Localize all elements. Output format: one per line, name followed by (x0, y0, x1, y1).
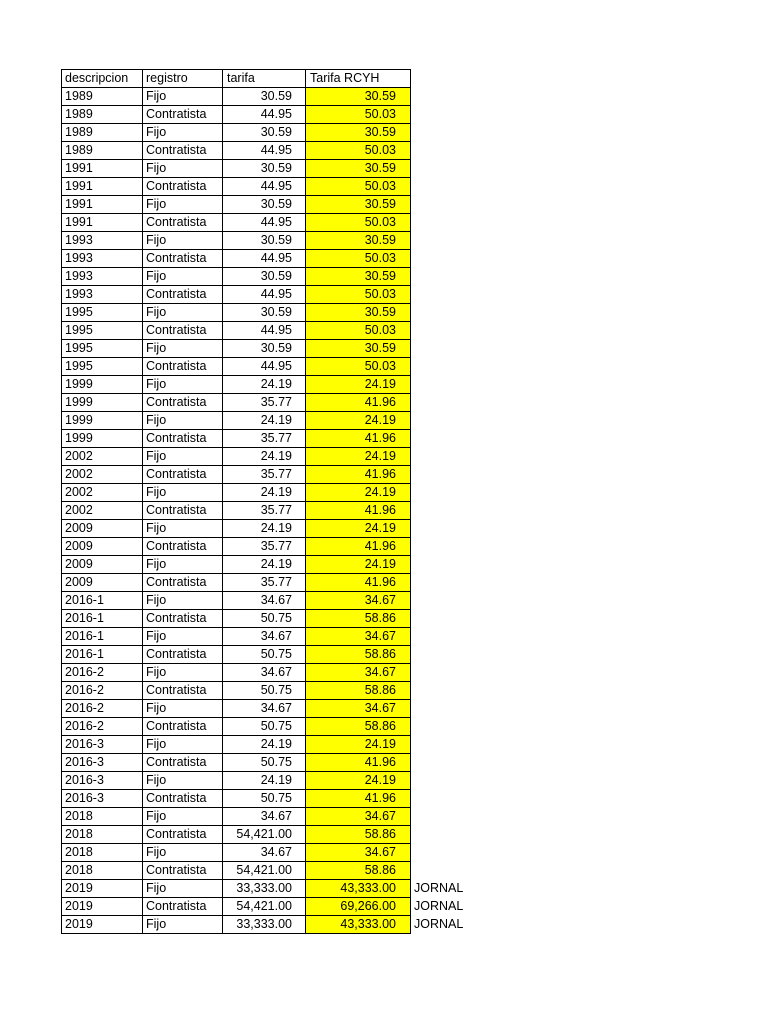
cell-registro[interactable]: Fijo (143, 700, 223, 718)
cell-registro[interactable]: Contratista (143, 178, 223, 196)
cell-descripcion[interactable]: 1995 (62, 358, 143, 376)
cell-note (411, 196, 471, 214)
cell-note (411, 502, 471, 520)
cell-note (411, 772, 471, 790)
cell-note (411, 394, 471, 412)
cell-note (411, 214, 471, 232)
cell-tarifa[interactable]: 54,421.00 (223, 826, 306, 844)
cell-descripcion[interactable]: 2019 (62, 898, 143, 916)
cell-note (411, 826, 471, 844)
cell-registro[interactable]: Fijo (143, 592, 223, 610)
cell-descripcion[interactable]: 1999 (62, 430, 143, 448)
cell-registro[interactable]: Contratista (143, 826, 223, 844)
cell-note (411, 322, 471, 340)
cell-note (411, 250, 471, 268)
cell-note (411, 790, 471, 808)
cell-note: JORNAL (414, 899, 464, 913)
cell-tarifa[interactable]: 44.95 (223, 106, 306, 124)
cell-registro[interactable]: Contratista (143, 322, 223, 340)
cell-tarifa-rcyh[interactable]: 41.96 (306, 502, 411, 520)
cell-tarifa-rcyh[interactable]: 34.67 (306, 664, 411, 682)
table-row (62, 664, 471, 682)
table-row (62, 556, 471, 574)
cell-descripcion[interactable]: 2018 (62, 826, 143, 844)
table-row (62, 898, 471, 916)
cell-note (411, 844, 471, 862)
cell-tarifa[interactable]: 44.95 (223, 250, 306, 268)
cell-note (411, 538, 471, 556)
cell-tarifa[interactable]: 24.19 (223, 376, 306, 394)
cell-note (411, 466, 471, 484)
cell-note (411, 286, 471, 304)
header-tarifa[interactable]: tarifa (223, 70, 306, 88)
cell-tarifa-rcyh[interactable]: 24.19 (306, 556, 411, 574)
cell-tarifa-rcyh[interactable]: 34.67 (306, 628, 411, 646)
cell-descripcion[interactable]: 1995 (62, 340, 143, 358)
cell-descripcion[interactable]: 2016-1 (62, 628, 143, 646)
cell-tarifa-rcyh[interactable]: 30.59 (306, 340, 411, 358)
cell-note (411, 430, 471, 448)
cell-descripcion[interactable]: 2016-1 (62, 610, 143, 628)
cell-tarifa[interactable]: 30.59 (223, 124, 306, 142)
cell-descripcion[interactable]: 1993 (62, 250, 143, 268)
table-row (62, 700, 471, 718)
cell-note (411, 808, 471, 826)
table-row (62, 286, 471, 304)
table-row (62, 250, 471, 268)
cell-tarifa[interactable]: 30.59 (223, 196, 306, 214)
table-row (62, 430, 471, 448)
cell-registro[interactable]: Fijo (143, 484, 223, 502)
cell-note (411, 412, 471, 430)
cell-registro[interactable]: Fijo (143, 196, 223, 214)
cell-descripcion[interactable]: 2016-2 (62, 664, 143, 682)
cell-note (411, 358, 471, 376)
table-row (62, 178, 471, 196)
cell-note (411, 592, 471, 610)
cell-registro[interactable]: Contratista (143, 502, 223, 520)
cell-tarifa[interactable]: 33,333.00 (223, 916, 306, 934)
table-row (62, 448, 471, 466)
cell-registro[interactable]: Fijo (143, 232, 223, 250)
cell-tarifa-rcyh[interactable]: 58.86 (306, 862, 411, 880)
header-row (62, 70, 471, 88)
cell-tarifa[interactable]: 34.67 (223, 844, 306, 862)
cell-note (411, 700, 471, 718)
cell-registro[interactable]: Contratista (143, 466, 223, 484)
header-descripcion[interactable]: descripcion (62, 70, 143, 88)
cell-note (411, 736, 471, 754)
cell-note (411, 484, 471, 502)
cell-tarifa-rcyh[interactable]: 30.59 (306, 88, 411, 106)
spreadsheet-table (61, 69, 471, 934)
cell-tarifa[interactable]: 44.95 (223, 214, 306, 232)
cell-registro[interactable]: Contratista (143, 430, 223, 448)
table-row (62, 268, 471, 286)
table-row (62, 682, 471, 700)
cell-tarifa-rcyh[interactable]: 24.19 (306, 484, 411, 502)
table-row (62, 484, 471, 502)
cell-descripcion[interactable]: 2016-3 (62, 754, 143, 772)
cell-descripcion[interactable]: 2018 (62, 808, 143, 826)
cell-tarifa-rcyh[interactable]: 30.59 (306, 304, 411, 322)
cell-tarifa-rcyh[interactable]: 30.59 (306, 232, 411, 250)
cell-tarifa[interactable]: 44.95 (223, 322, 306, 340)
table-row (62, 538, 471, 556)
table-row (62, 106, 471, 124)
table-row (62, 358, 471, 376)
table-row (62, 772, 471, 790)
table-row (62, 718, 471, 736)
table-row (62, 232, 471, 250)
cell-registro[interactable]: Fijo (143, 808, 223, 826)
cell-descripcion[interactable]: 1993 (62, 268, 143, 286)
table-row (62, 520, 471, 538)
header-registro[interactable]: registro (143, 70, 223, 88)
cell-tarifa-rcyh[interactable]: 24.19 (306, 376, 411, 394)
cell-registro[interactable]: Fijo (143, 448, 223, 466)
cell-descripcion[interactable]: 1989 (62, 106, 143, 124)
cell-tarifa[interactable]: 35.77 (223, 574, 306, 592)
table-row (62, 322, 471, 340)
cell-descripcion[interactable]: 1993 (62, 232, 143, 250)
cell-tarifa[interactable]: 44.95 (223, 178, 306, 196)
table-row (62, 736, 471, 754)
cell-tarifa[interactable]: 24.19 (223, 448, 306, 466)
cell-registro[interactable]: Fijo (143, 268, 223, 286)
cell-tarifa[interactable]: 30.59 (223, 88, 306, 106)
cell-note (411, 232, 471, 250)
cell-registro[interactable]: Fijo (143, 520, 223, 538)
cell-tarifa[interactable]: 34.67 (223, 664, 306, 682)
cell-note (411, 610, 471, 628)
cell-tarifa[interactable]: 35.77 (223, 394, 306, 412)
cell-tarifa[interactable]: 24.19 (223, 520, 306, 538)
cell-registro[interactable]: Fijo (143, 376, 223, 394)
cell-descripcion[interactable]: 1989 (62, 142, 143, 160)
cell-tarifa-rcyh[interactable]: 58.86 (306, 646, 411, 664)
cell-tarifa-rcyh[interactable]: 34.67 (306, 844, 411, 862)
table-row (62, 124, 471, 142)
cell-tarifa-rcyh[interactable]: 50.03 (306, 358, 411, 376)
table-row (62, 862, 471, 880)
cell-note (411, 718, 471, 736)
cell-note (411, 628, 471, 646)
cell-tarifa-rcyh[interactable]: 34.67 (306, 808, 411, 826)
cell-note (411, 448, 471, 466)
cell-registro[interactable]: Fijo (143, 304, 223, 322)
cell-registro[interactable]: Fijo (143, 736, 223, 754)
cell-note: JORNAL (414, 881, 464, 895)
cell-registro[interactable]: Contratista (143, 286, 223, 304)
cell-descripcion[interactable]: 2016-3 (62, 736, 143, 754)
cell-tarifa[interactable]: 30.59 (223, 160, 306, 178)
cell-registro[interactable]: Contratista (143, 754, 223, 772)
cell-registro[interactable]: Fijo (143, 160, 223, 178)
table-row (62, 826, 471, 844)
cell-registro[interactable]: Fijo (143, 880, 223, 898)
cell-tarifa-rcyh[interactable]: 50.03 (306, 142, 411, 160)
cell-descripcion[interactable]: 2009 (62, 574, 143, 592)
cell-tarifa[interactable]: 54,421.00 (223, 898, 306, 916)
table-row (62, 214, 471, 232)
cell-note (411, 556, 471, 574)
cell-tarifa-rcyh[interactable]: 24.19 (306, 736, 411, 754)
cell-tarifa-rcyh[interactable]: 30.59 (306, 160, 411, 178)
cell-registro[interactable]: Contratista (143, 718, 223, 736)
cell-note (411, 304, 471, 322)
cell-registro[interactable]: Contratista (143, 574, 223, 592)
cell-note (411, 682, 471, 700)
table-row (62, 754, 471, 772)
cell-note (411, 142, 471, 160)
cell-tarifa-rcyh[interactable]: 50.03 (306, 178, 411, 196)
cell-descripcion[interactable]: 2002 (62, 502, 143, 520)
table-row (62, 628, 471, 646)
cell-tarifa-rcyh[interactable]: 69,266.00 (306, 898, 411, 916)
table-row (62, 790, 471, 808)
cell-tarifa-rcyh[interactable]: 41.96 (306, 754, 411, 772)
table-row (62, 574, 471, 592)
cell-tarifa[interactable]: 34.67 (223, 628, 306, 646)
cell-note (411, 106, 471, 124)
cell-tarifa-rcyh[interactable]: 24.19 (306, 448, 411, 466)
cell-registro[interactable]: Fijo (143, 88, 223, 106)
cell-registro[interactable]: Contratista (143, 682, 223, 700)
cell-note: JORNAL (414, 917, 464, 931)
cell-descripcion[interactable]: 1991 (62, 196, 143, 214)
cell-descripcion[interactable]: 1989 (62, 124, 143, 142)
cell-tarifa[interactable]: 35.77 (223, 466, 306, 484)
cell-tarifa-rcyh[interactable]: 41.96 (306, 430, 411, 448)
cell-registro[interactable]: Contratista (143, 142, 223, 160)
table-row (62, 376, 471, 394)
cell-note (411, 340, 471, 358)
cell-tarifa[interactable]: 24.19 (223, 736, 306, 754)
cell-descripcion[interactable]: 2009 (62, 538, 143, 556)
cell-descripcion[interactable]: 1991 (62, 160, 143, 178)
cell-registro[interactable]: Contratista (143, 790, 223, 808)
cell-tarifa[interactable]: 30.59 (223, 340, 306, 358)
cell-tarifa[interactable]: 30.59 (223, 268, 306, 286)
cell-registro[interactable]: Fijo (143, 664, 223, 682)
cell-tarifa-rcyh[interactable]: 58.86 (306, 718, 411, 736)
cell-registro[interactable]: Contratista (143, 898, 223, 916)
header-tarifa-rcyh[interactable]: Tarifa RCYH (306, 70, 411, 88)
cell-descripcion[interactable]: 1995 (62, 322, 143, 340)
cell-registro[interactable]: Fijo (143, 844, 223, 862)
table-row (62, 340, 471, 358)
cell-descripcion[interactable]: 2016-1 (62, 592, 143, 610)
table-row (62, 880, 471, 898)
cell-tarifa-rcyh[interactable]: 43,333.00 (306, 880, 411, 898)
table-row (62, 916, 471, 934)
cell-descripcion[interactable]: 1999 (62, 394, 143, 412)
cell-tarifa-rcyh[interactable]: 34.67 (306, 592, 411, 610)
table-row (62, 646, 471, 664)
cell-registro[interactable]: Contratista (143, 250, 223, 268)
cell-tarifa[interactable]: 35.77 (223, 430, 306, 448)
cell-descripcion[interactable]: 2002 (62, 448, 143, 466)
cell-descripcion[interactable]: 2016-3 (62, 772, 143, 790)
cell-tarifa-rcyh[interactable]: 41.96 (306, 538, 411, 556)
cell-tarifa[interactable]: 24.19 (223, 556, 306, 574)
table-row (62, 304, 471, 322)
cell-descripcion[interactable]: 1989 (62, 88, 143, 106)
cell-registro[interactable]: Contratista (143, 646, 223, 664)
cell-registro[interactable]: Fijo (143, 772, 223, 790)
cell-tarifa[interactable]: 34.67 (223, 808, 306, 826)
cell-descripcion[interactable]: 2019 (62, 916, 143, 934)
cell-tarifa[interactable]: 50.75 (223, 790, 306, 808)
table-row (62, 610, 471, 628)
cell-registro[interactable]: Fijo (143, 916, 223, 934)
cell-tarifa[interactable]: 30.59 (223, 304, 306, 322)
cell-tarifa-rcyh[interactable]: 58.86 (306, 682, 411, 700)
cell-note (411, 754, 471, 772)
cell-tarifa[interactable]: 35.77 (223, 502, 306, 520)
cell-registro[interactable]: Contratista (143, 862, 223, 880)
cell-descripcion[interactable]: 1999 (62, 376, 143, 394)
cell-descripcion[interactable]: 2016-2 (62, 718, 143, 736)
cell-tarifa[interactable]: 50.75 (223, 610, 306, 628)
cell-tarifa[interactable]: 34.67 (223, 592, 306, 610)
cell-registro[interactable]: Fijo (143, 412, 223, 430)
cell-tarifa[interactable]: 34.67 (223, 700, 306, 718)
cell-tarifa[interactable]: 24.19 (223, 412, 306, 430)
cell-descripcion[interactable]: 2009 (62, 556, 143, 574)
cell-tarifa-rcyh[interactable]: 50.03 (306, 286, 411, 304)
cell-note (411, 664, 471, 682)
cell-note (411, 124, 471, 142)
cell-tarifa[interactable]: 50.75 (223, 646, 306, 664)
cell-note (411, 520, 471, 538)
table-row (62, 412, 471, 430)
header-note (411, 70, 471, 88)
cell-tarifa-rcyh[interactable]: 30.59 (306, 124, 411, 142)
table-row (62, 466, 471, 484)
cell-descripcion[interactable]: 2019 (62, 880, 143, 898)
cell-tarifa[interactable]: 50.75 (223, 718, 306, 736)
cell-note (411, 862, 471, 880)
cell-tarifa-rcyh[interactable]: 58.86 (306, 610, 411, 628)
table-row (62, 196, 471, 214)
cell-registro[interactable]: Contratista (143, 106, 223, 124)
cell-descripcion[interactable]: 2009 (62, 520, 143, 538)
cell-tarifa-rcyh[interactable]: 50.03 (306, 250, 411, 268)
cell-tarifa-rcyh[interactable]: 50.03 (306, 214, 411, 232)
cell-tarifa-rcyh[interactable]: 41.96 (306, 574, 411, 592)
cell-tarifa[interactable]: 54,421.00 (223, 862, 306, 880)
cell-descripcion[interactable]: 2002 (62, 466, 143, 484)
table-row (62, 844, 471, 862)
cell-note (411, 646, 471, 664)
cell-note (411, 574, 471, 592)
table-row (62, 142, 471, 160)
cell-registro[interactable]: Contratista (143, 358, 223, 376)
cell-descripcion[interactable]: 2016-2 (62, 700, 143, 718)
table-row (62, 160, 471, 178)
cell-descripcion[interactable]: 2002 (62, 484, 143, 502)
table-row (62, 808, 471, 826)
cell-tarifa-rcyh[interactable]: 41.96 (306, 466, 411, 484)
cell-tarifa-rcyh[interactable]: 30.59 (306, 268, 411, 286)
table-row (62, 394, 471, 412)
cell-tarifa[interactable]: 50.75 (223, 682, 306, 700)
cell-tarifa-rcyh[interactable]: 24.19 (306, 772, 411, 790)
cell-registro[interactable]: Fijo (143, 556, 223, 574)
cell-tarifa[interactable]: 35.77 (223, 538, 306, 556)
cell-note (411, 268, 471, 286)
cell-tarifa[interactable]: 44.95 (223, 286, 306, 304)
table-row (62, 502, 471, 520)
table-row (62, 592, 471, 610)
cell-registro[interactable]: Fijo (143, 124, 223, 142)
cell-descripcion[interactable]: 1993 (62, 286, 143, 304)
cell-tarifa[interactable]: 33,333.00 (223, 880, 306, 898)
cell-descripcion[interactable]: 1991 (62, 178, 143, 196)
cell-descripcion[interactable]: 2016-2 (62, 682, 143, 700)
cell-note (411, 160, 471, 178)
cell-descripcion[interactable]: 2018 (62, 862, 143, 880)
cell-descripcion[interactable]: 1999 (62, 412, 143, 430)
cell-tarifa[interactable]: 24.19 (223, 484, 306, 502)
cell-tarifa-rcyh[interactable]: 43,333.00 (306, 916, 411, 934)
cell-tarifa-rcyh[interactable]: 50.03 (306, 322, 411, 340)
cell-registro[interactable]: Fijo (143, 628, 223, 646)
cell-tarifa-rcyh[interactable]: 41.96 (306, 790, 411, 808)
cell-note (411, 88, 471, 106)
cell-tarifa-rcyh[interactable]: 30.59 (306, 196, 411, 214)
cell-descripcion[interactable]: 2018 (62, 844, 143, 862)
cell-tarifa-rcyh[interactable]: 58.86 (306, 826, 411, 844)
cell-registro[interactable]: Contratista (143, 538, 223, 556)
cell-descripcion[interactable]: 2016-1 (62, 646, 143, 664)
cell-tarifa[interactable]: 44.95 (223, 142, 306, 160)
cell-tarifa-rcyh[interactable]: 24.19 (306, 412, 411, 430)
cell-descripcion[interactable]: 1991 (62, 214, 143, 232)
cell-tarifa[interactable]: 30.59 (223, 232, 306, 250)
cell-tarifa[interactable]: 50.75 (223, 754, 306, 772)
cell-registro[interactable]: Contratista (143, 394, 223, 412)
cell-tarifa-rcyh[interactable]: 34.67 (306, 700, 411, 718)
cell-registro[interactable]: Fijo (143, 340, 223, 358)
cell-tarifa-rcyh[interactable]: 50.03 (306, 106, 411, 124)
cell-note (411, 376, 471, 394)
cell-tarifa-rcyh[interactable]: 41.96 (306, 394, 411, 412)
table-row (62, 88, 471, 106)
cell-descripcion[interactable]: 1995 (62, 304, 143, 322)
cell-note (411, 178, 471, 196)
cell-descripcion[interactable]: 2016-3 (62, 790, 143, 808)
cell-registro[interactable]: Contratista (143, 214, 223, 232)
cell-registro[interactable]: Contratista (143, 610, 223, 628)
cell-tarifa[interactable]: 44.95 (223, 358, 306, 376)
cell-tarifa[interactable]: 24.19 (223, 772, 306, 790)
cell-tarifa-rcyh[interactable]: 24.19 (306, 520, 411, 538)
